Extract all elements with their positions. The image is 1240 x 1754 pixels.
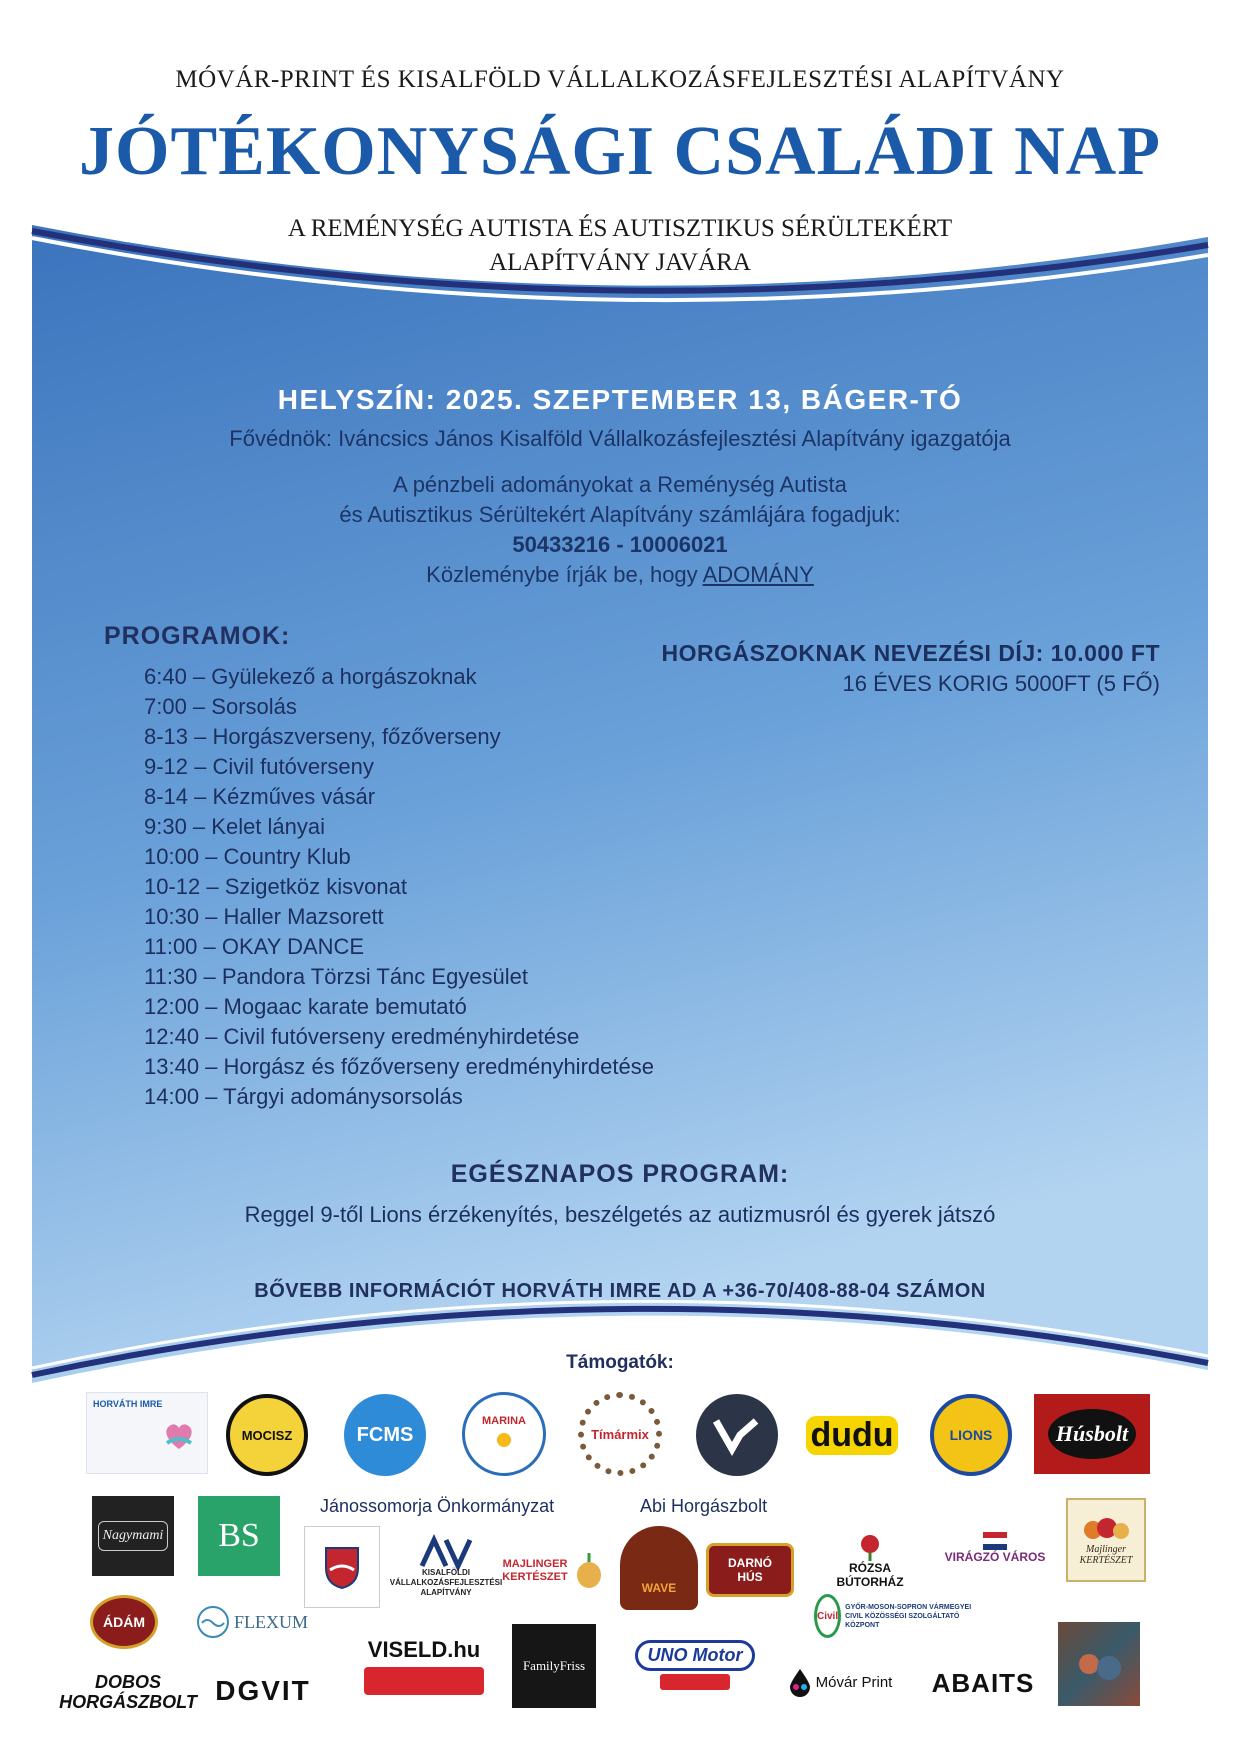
darno-hus-logo: [706, 1530, 794, 1610]
program-list: [144, 662, 654, 1112]
majlinger-text: MAJLINGER KERTÉSZET: [502, 1558, 568, 1583]
dudu-text: dudu: [806, 1416, 897, 1455]
kva-logo-icon: [418, 1538, 474, 1568]
water-wave-icon: [196, 1605, 230, 1639]
donation-line-2: és Autisztikus Sérültekért Alapítvány számlájára fogadjuk:: [339, 502, 901, 527]
majlinger-kerteszet-logo: [496, 1534, 604, 1608]
mocisz-logo: [226, 1394, 308, 1476]
mosonmagyarovari-horgaszegyesulet-logo: [304, 1526, 380, 1608]
civil-kozpont-logo: [814, 1592, 990, 1640]
program-item: 10:30 – Haller Mazsorett: [144, 904, 384, 929]
entry-fee: HORGÁSZOKNAK NEVEZÉSI DÍJ: 10.000 FT: [661, 640, 1160, 666]
kva-text: KISALFÖLDI VÁLLALKOZÁSFEJLESZTÉSI ALAPÍTVÁNY: [389, 1568, 503, 1597]
movar-print-text: Móvár Print: [815, 1673, 893, 1691]
bs-logo: [198, 1496, 280, 1576]
mocisz-text: MOCISZ: [241, 1427, 293, 1443]
wave-riders-logo: [620, 1526, 698, 1610]
programs-heading: PROGRAMOK:: [104, 622, 291, 650]
flexum-logo: [186, 1600, 318, 1644]
flag-icon: [983, 1532, 1007, 1550]
vk-logo: [696, 1394, 778, 1476]
program-item: 7:00 – Sorsolás: [144, 694, 297, 719]
program-item: 9:30 – Kelet lányai: [144, 814, 326, 839]
program-item: 11:00 – OKAY DANCE: [144, 934, 365, 959]
viseld-banner: [364, 1667, 484, 1695]
bank-account: 50433216 - 10006021: [512, 532, 728, 557]
subtitle: [0, 212, 1240, 280]
allday-text: Reggel 9-től Lions érzékenyítés, beszélgetés az autizmusról és gyerek játszó: [244, 1202, 996, 1227]
wave-text: WAVE: [641, 1581, 677, 1595]
dgvit-logo: [202, 1666, 324, 1716]
majlinger-vegetables-logo: [1066, 1498, 1146, 1582]
program-item: 12:40 – Civil futóverseny eredményhirdetése: [144, 1024, 580, 1049]
vk-logo-icon: [712, 1415, 762, 1455]
marina-logo: [462, 1392, 546, 1476]
abaits-logo: [928, 1658, 1038, 1708]
horvath-imre-logo: [86, 1392, 208, 1474]
timarmix-text: Tímármix: [591, 1426, 649, 1442]
sponsors-label: Támogatók:: [566, 1352, 674, 1373]
coat-of-arms-icon: [322, 1544, 362, 1590]
viseld-text: VISELD.hu: [367, 1637, 481, 1662]
virago-varos-logo: [940, 1506, 1050, 1590]
donation-line-1: A pénzbeli adományokat a Reménység Autista: [393, 472, 847, 497]
ink-drop-icon: [788, 1667, 812, 1697]
husbolt-logo: [1034, 1394, 1150, 1474]
fee-info: [661, 640, 1160, 697]
heart-hands-icon: [159, 1415, 199, 1455]
dgvit-text: DGVIT: [215, 1675, 311, 1706]
program-item: 14:00 – Tárgyi adománysorsolás: [144, 1084, 463, 1109]
uno-motor-logo: [630, 1630, 760, 1700]
abi-horgaszbolt-label: Abi Horgászbolt: [640, 1496, 768, 1516]
darno-text: DARNÓ HÚS: [706, 1543, 794, 1597]
note-prefix: Közleménybe írják be, hogy: [426, 562, 703, 587]
subtitle-line-1: A REMÉNYSÉG AUTISTA ÉS AUTISZTIKUS SÉRÜLTEKÉRT: [287, 215, 953, 242]
contact-info: BŐVEBB INFORMÁCIÓT HORVÁTH IMRE AD A +36-70/408-88-04 SZÁMON: [254, 1280, 986, 1302]
program-item: 13:40 – Horgász és főzőverseny eredményhirdetése: [144, 1054, 654, 1079]
onion-mascot-icon: [574, 1551, 604, 1591]
adam-text: ÁDÁM: [90, 1595, 158, 1649]
civil-icon-box: Civil: [814, 1594, 841, 1638]
familyfriss-logo: [512, 1624, 596, 1708]
dobos-horgaszbolt-logo: [59, 1664, 197, 1720]
uno-motor-text: UNO Motor: [635, 1640, 756, 1671]
timarmix-logo: [578, 1392, 662, 1476]
kva-logo: [389, 1530, 503, 1606]
uno-banner: [660, 1674, 730, 1690]
donation-info: [0, 470, 1240, 590]
dobos-text: DOBOS HORGÁSZBOLT: [59, 1672, 197, 1712]
adam-butcher-logo: [84, 1584, 164, 1660]
flexum-text: FLEXUM: [233, 1611, 308, 1632]
fcms-logo: [344, 1394, 426, 1476]
marina-text: MARINA: [482, 1415, 526, 1427]
sun-icon: [491, 1427, 517, 1453]
program-item: 12:00 – Mogaac karate bemutató: [144, 994, 467, 1019]
familyfriss-text: FamilyFriss: [522, 1658, 586, 1673]
janossomorja-label: Jánossomorja Önkormányzat: [320, 1496, 555, 1516]
program-item: 9-12 – Civil futóverseny: [144, 754, 374, 779]
bs-text: BS: [218, 1517, 260, 1554]
program-item: 8-14 – Kézműves vásár: [144, 784, 376, 809]
program-item: 6:40 – Gyülekező a horgászoknak: [144, 664, 477, 689]
donation-note: [0, 560, 1240, 590]
photo-logo: [1058, 1622, 1140, 1706]
nagymami-logo: [92, 1496, 174, 1576]
subtitle-line-2: ALAPÍTVÁNY JAVÁRA: [489, 249, 751, 276]
venue-date: HELYSZÍN: 2025. SZEPTEMBER 13, BÁGER-TÓ: [277, 384, 963, 415]
viseld-logo: [360, 1622, 488, 1710]
dudu-logo: [812, 1398, 892, 1472]
organizer-line: MÓVÁR-PRINT ÉS KISALFÖLD VÁLLALKOZÁSFEJLESZTÉSI ALAPÍTVÁNY: [175, 66, 1065, 93]
civil-text: GYŐR-MOSON-SOPRON VÁRMEGYEI CIVIL KÖZÖSSÉGI SZOLGÁLTATÓ KÖZPONT: [845, 1603, 972, 1629]
program-item: 8-13 – Horgászverseny, főzőverseny: [144, 724, 501, 749]
nagymami-text: Nagymami: [98, 1521, 169, 1551]
rozsa-text: RÓZSA BÚTORHÁZ: [836, 1561, 904, 1589]
program-item: 10:00 – Country Klub: [144, 844, 351, 869]
lions-text: LIONS: [949, 1427, 993, 1443]
program-item: 10-12 – Szigetköz kisvonat: [144, 874, 407, 899]
program-item: 11:30 – Pandora Törzsi Tánc Egyesület: [144, 964, 529, 989]
husbolt-text: Húsbolt: [1048, 1409, 1136, 1459]
virago-text: VIRÁGZÓ VÁROS: [944, 1550, 1046, 1564]
rose-icon: [855, 1531, 885, 1561]
patron-line: Fővédnök: Iváncsics János Kisalföld Vállalkozásfejlesztési Alapítvány igazgatója: [229, 426, 1011, 451]
abaits-text: ABAITS: [931, 1667, 1035, 1698]
note-keyword: ADOMÁNY: [702, 562, 814, 587]
lions-logo: [930, 1394, 1012, 1476]
majlinger-veg-text: Majlinger KERTÉSZET: [1079, 1544, 1133, 1566]
movar-print-logo: [772, 1662, 908, 1702]
youth-fee: 16 ÉVES KORIG 5000FT (5 FŐ): [842, 671, 1160, 696]
allday-heading: EGÉSZNAPOS PROGRAM:: [450, 1160, 790, 1188]
vegetables-icon: [1081, 1514, 1131, 1544]
page-title: JÓTÉKONYSÁGI CSALÁDI NAP: [79, 113, 1161, 190]
photo-icon: [1069, 1644, 1129, 1684]
horvath-imre-text: HORVÁTH IMRE: [93, 1399, 163, 1409]
fcms-text: FCMS: [356, 1423, 414, 1446]
